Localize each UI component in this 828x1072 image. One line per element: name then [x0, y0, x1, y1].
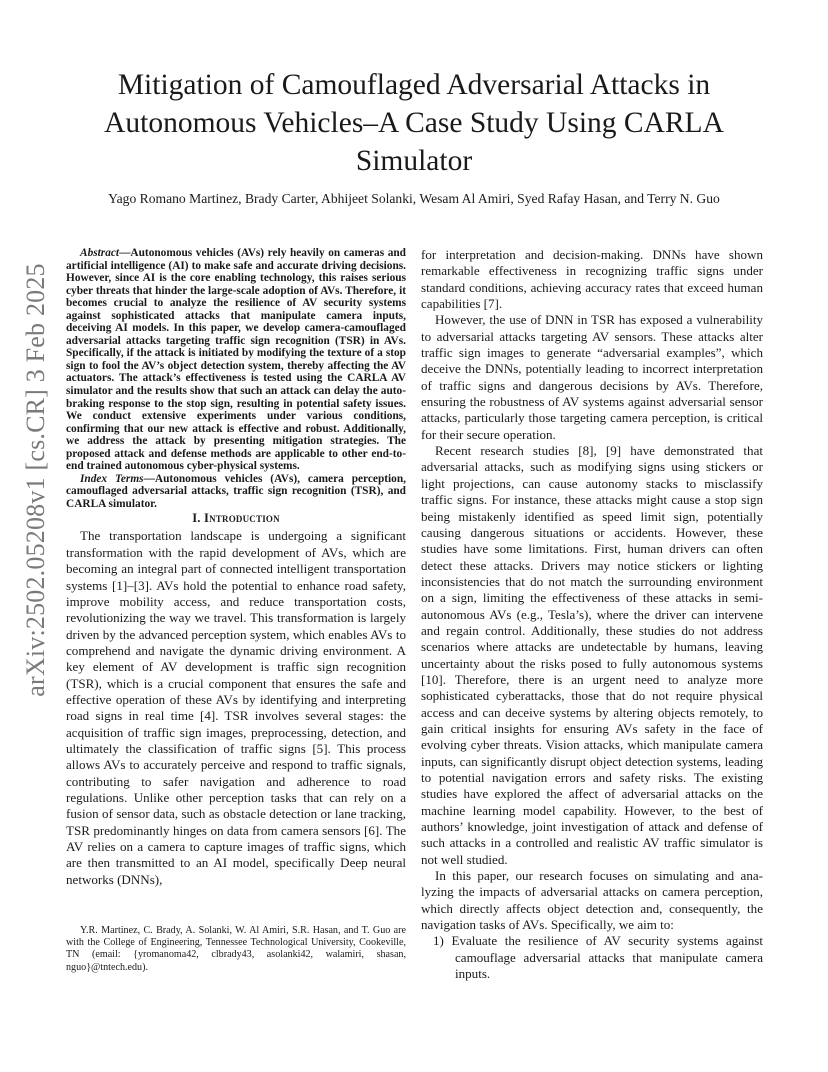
- author-affiliation-footnote: Y.R. Martinez, C. Brady, A. Solanki, W. Al Amiri, S.R. Hasan, and T. Guo are with the College of Engineering, Tennessee Technological University, Cookeville, TN (email: {yromanoma42, clbrady43, asolanki42, walamiri, shasan, nguo}@tntech.edu).: [66, 925, 406, 973]
- section-heading-introduction: I. Introduction: [192, 511, 280, 526]
- index-terms-text: —Autonomous vehicles (AVs), camera perception, camouflaged adversarial attacks, traffic sign recognition (TSR), and CARLA simulator.: [66, 472, 406, 510]
- abstract-lead: Abstract: [80, 247, 120, 259]
- title-line: Autonomous Vehicles–A Case Study Using CARLA: [104, 107, 724, 139]
- right-column: [421, 247, 763, 982]
- body-paragraph: In this paper, our research focuses on simulating and analyzing the impacts of adversarial attacks on camera perception, which directly affects object detection and, consequently, the navigation tasks of AVs. Specifically, we aim to:: [421, 868, 763, 933]
- index-terms-lead: Index Terms: [80, 472, 144, 485]
- title-line: Simulator: [355, 145, 473, 177]
- title-line: Mitigation of Camouflaged Adversarial Attacks in: [117, 69, 711, 101]
- enumerated-item: 1) Evaluate the resilience of AV security systems against camouflage adversarial attacks that manipulate camera inputs.: [433, 933, 763, 982]
- index-terms: [66, 473, 406, 511]
- abstract-text: —Autonomous vehicles (AVs) rely heavily on cameras and artificial intelligence (AI) to make safe and accurate driving decisions. However, since AI is the core enabling technology, this raises serious cyber threats that hinder the large-scale adoption of AVs. Therefore, it becomes crucial to analyze the resilience of AV security systems against sophisticated attacks that manipulate camera inputs, deceiving AI models. In this paper, we develop camera-camouflaged adversarial attacks targeting traffic sign recognition (TSR) in AVs. Specifically, if the attack is initiated by modifying the texture of a stop sign to fool the AV’s object detection system, thereby affecting the AV actuators. The attack’s effectiveness is tested using the CARLA AV simulator and the results show that such an attack can delay the auto-braking response to the stop sign, resulting in potential safety issues. We conduct extensive experiments under various conditions, confirming that our new attack is effective and robust. Additionally, we address the attack by presenting mitigation strategies. The proposed attack and defense methods are applicable to other end-to-end trained autonomous cyber-physical systems.: [66, 247, 406, 473]
- body-paragraph: for interpretation and decision-making. DNNs have shown remarkable effectiveness in recognizing traffic signs under standard conditions, achieving accuracy rates that exceed human capabilities [7].: [421, 247, 763, 312]
- body-paragraph: However, the use of DNN in TSR has exposed a vulnerability to adversarial attacks targeting AV sensors. These attacks alter traffic sign images to generate “adversarial examples”, which deceive the DNNs, potentially leading to incorrect interpretation of traffic signs and dangerous decisions by AVs. Therefore, ensuring the robustness of AV systems against adversarial sensor attacks, particularly those targeting camera perception, is critical for their secure operation.: [421, 312, 763, 442]
- abstract: [66, 247, 406, 473]
- intro-paragraph: The transportation landscape is undergoing a significant transformation with the rapid development of AVs, which are becoming an integral part of connected intelligent transportation systems [1]–[3]. AVs hold the potential to enhance road safety, improve mobility access, and reduce transportation costs, revolutionizing the way we travel. This transformation is largely driven by the advanced perception system, which enables AVs to comprehend and navigate the dynamic driving environment. A key element of AV development is traffic sign recognition (TSR), which is a crucial component that ensures the safe and effective operation of these AVs by identifying and interpreting road signs in real time [4]. TSR involves several stages: the acquisition of traffic sign images, preprocessing, detection, and ultimately the classification of traffic signs [5]. This process allows AVs to accurately perceive and respond to traffic signals, contributing to safer navigation and adherence to road regulations. Unlike other perception tasks that can rely on a fusion of sensor data, such as obstacle detection or lane tracking, TSR predominantly hinges on data from camera sensors [6]. The AV relies on a camera to capture images of traffic signs, which are then transmitted to an AI model, specifically Deep neural networks (DNNs),: [66, 528, 406, 887]
- arxiv-id: arXiv:2502.05208v1 [cs.CR] 3 Feb 2025: [21, 263, 50, 697]
- body-paragraph: Recent research studies [8], [9] have demonstrated that adversarial attacks, such as modifying signs using stickers or light projections, can cause autonomy stacks to misclassify traffic signs. For instance, these attacks might cause a stop sign being mistakenly identified as speed limit sign, potentially causing dangerous situations or accidents. However, these studies have some limitations. First, human drivers can often detect these attacks. Drivers may notice stickers or lighting inconsistencies that do not match the surrounding environment on a sign, limiting the effectiveness of these attacks in semi-autonomous AVs (e.g., Tesla’s), where the driver can intervene and regain control. Additionally, these studies do not address scenarios where attacks are undetectable by humans, leaving uncertainty about the risks posed to fully autonomous systems [10]. Therefore, there is an urgent need to analyze more sophisticated cyberattacks, those that do not require physical access and can deceive systems by altering objects remotely, to gain critical insights for ensuring AVs safety in the face of evolving cyber threats. Vision attacks, which manipulate camera inputs, can significantly disrupt object detection systems, leading to potential navigation errors and safety risks. The existing studies have explored the affect of adversarial attacks on the machine learning model capability. However, to the best of authors’ knowledge, joint investigation of attack and defense of such attacks in a controlled and realistic AV traffic simulator is not well studied.: [421, 443, 763, 867]
- author-list: Yago Romano Martinez, Brady Carter, Abhijeet Solanki, Wesam Al Amiri, Syed Rafay Hasan, and Terry N. Guo: [108, 191, 720, 206]
- left-column: [66, 247, 406, 888]
- paper-title: [40, 66, 788, 180]
